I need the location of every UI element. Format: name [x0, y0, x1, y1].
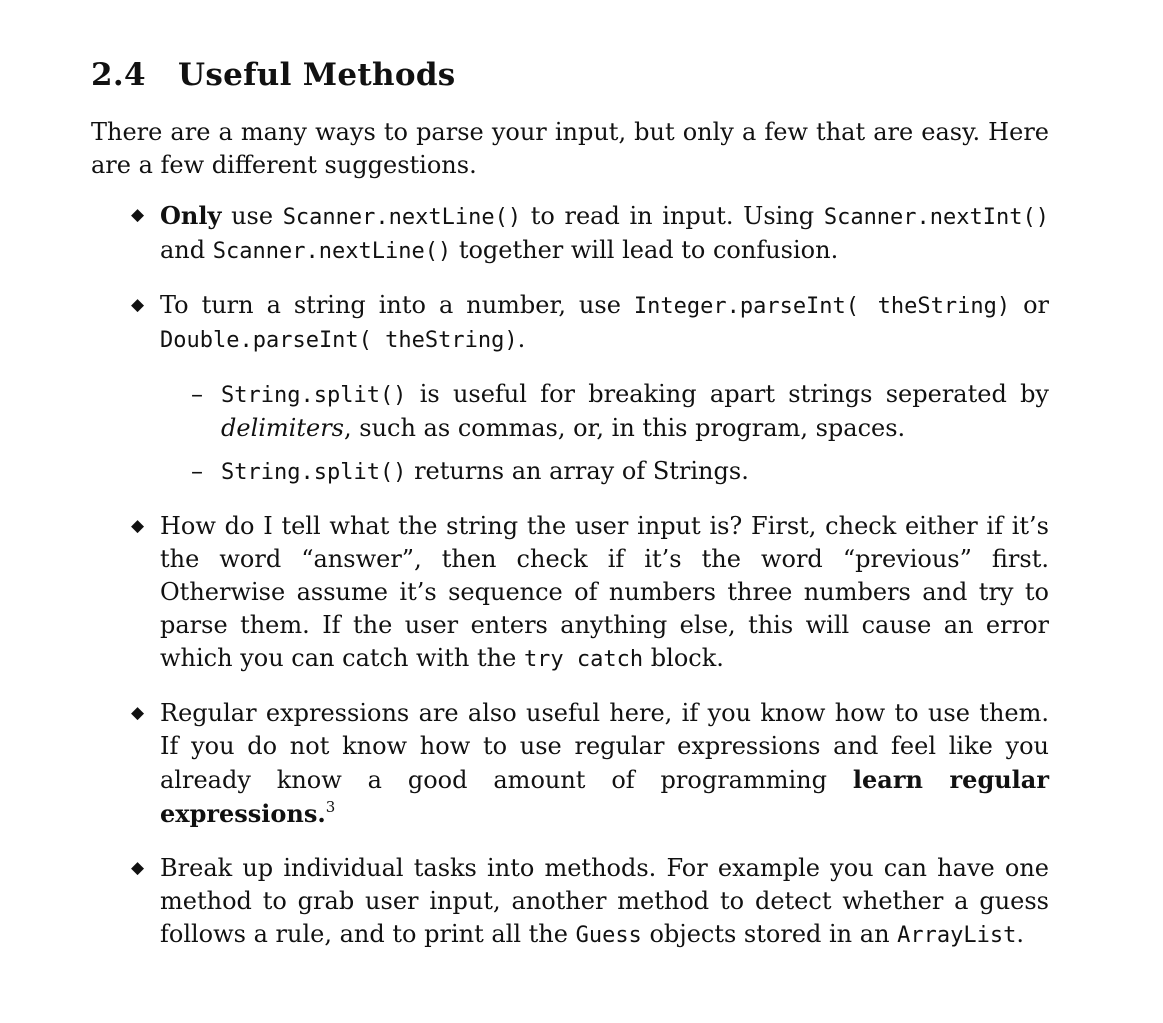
item-text: . [1016, 920, 1025, 948]
code-text: Scanner.nextInt() [823, 205, 1049, 230]
item-text: Break up individual tasks into methods. For example you can have one method to grab user input, another method to detect whether a guess follows a rule, and to print all the [160, 854, 1049, 948]
list-item [91, 289, 1049, 489]
section-heading [91, 56, 1049, 94]
code-text: Scanner.nextLine() [212, 239, 452, 264]
code-text: Scanner.nextLine() [282, 205, 522, 230]
list-item [91, 510, 1049, 676]
item-text: use [221, 202, 283, 230]
item-text: and [160, 236, 213, 264]
bullet-icon: ◆ [131, 295, 145, 315]
item-text: to read in input. Using [521, 202, 824, 230]
code-text: Guess [575, 923, 642, 948]
bullet-icon: ◆ [131, 516, 145, 536]
item-text: together will lead to confusion. [451, 236, 839, 264]
footnote-marker: 3 [325, 798, 336, 816]
code-text: Double.parseInt( theString) [160, 328, 518, 353]
section-number: 2.4 [91, 57, 146, 93]
code-text: Integer.parseInt( theString) [633, 294, 1011, 319]
item-text: . [517, 325, 526, 353]
item-text: objects stored in an [641, 920, 898, 948]
list-item [91, 199, 1049, 268]
sub-list-item [160, 378, 1049, 445]
suggestion-list [91, 199, 1049, 952]
code-text: String.split() [221, 383, 407, 408]
list-item [91, 852, 1049, 952]
item-text: or [1010, 291, 1049, 319]
bullet-icon: ◆ [131, 703, 145, 723]
bullet-icon: ◆ [131, 858, 145, 878]
dash-icon: – [191, 380, 203, 408]
item-text: block. [643, 644, 724, 672]
item-text: To turn a string into a number, use [160, 291, 634, 319]
emphasis-text: delimiters [221, 414, 344, 442]
code-text: try catch [523, 647, 644, 672]
item-text: Regular expressions are also useful here, if you know how to use them. If you do not know how to use regular expressions and feel like you already know a good amount of programming [160, 699, 1049, 794]
intro-paragraph: There are a many ways to parse your input, but only a few that are easy. Here are a few different suggestions. [91, 118, 1049, 179]
item-text: How do I tell what the string the user input is? First, check either if it’s the word “answer”, then check if it’s the word “previous” first. Otherwise assume it’s sequence of numbers three numbers and try to parse them. If the user enters anything else, this will cause an error which you can catch with the [160, 512, 1049, 672]
item-text: returns an array of Strings. [406, 457, 749, 485]
bullet-icon: ◆ [131, 205, 145, 225]
item-text: , such as commas, or, in this program, spaces. [344, 414, 906, 442]
emphasis-text: learn regular expressions. [160, 765, 1049, 828]
item-text: is useful for breaking apart strings seperated by [406, 380, 1049, 408]
dash-icon: – [191, 457, 203, 485]
section-title: Useful Methods [178, 57, 456, 93]
code-text: String.split() [221, 460, 407, 485]
page-content [91, 56, 1049, 973]
sub-list [160, 378, 1049, 489]
emphasis-text: Only [160, 201, 222, 230]
sub-list-item [160, 455, 1049, 489]
list-item [91, 697, 1049, 831]
code-text: ArrayList [897, 923, 1017, 948]
